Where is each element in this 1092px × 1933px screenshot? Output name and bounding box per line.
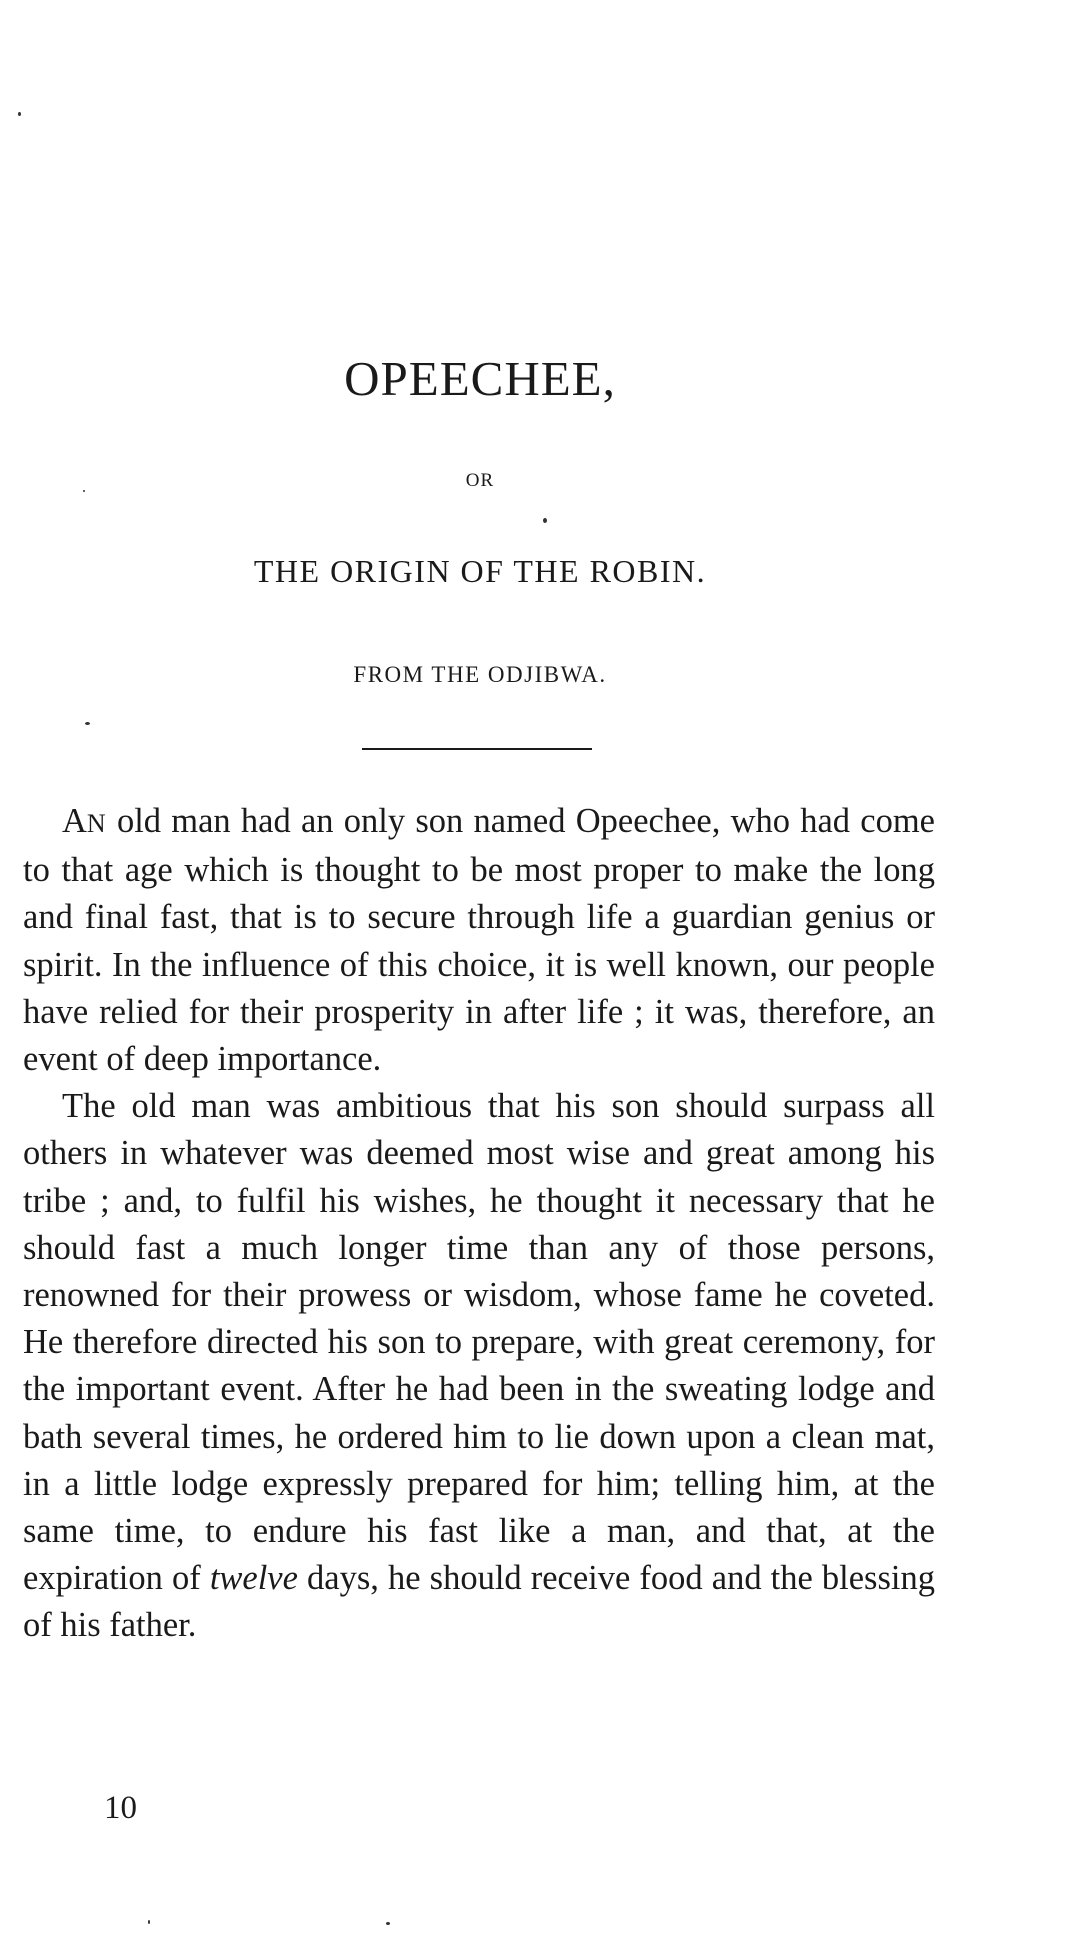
paragraph bbox=[23, 1083, 935, 1649]
paragraph-text: days, he should receive food and the blessing of his father. bbox=[23, 1559, 935, 1645]
small-caps-letter: N bbox=[86, 809, 107, 838]
section-divider bbox=[362, 748, 592, 750]
source-attribution: FROM THE ODJIBWA. bbox=[353, 662, 607, 687]
page-number: 10 bbox=[104, 1790, 137, 1826]
chapter-title: OPEECHEE, bbox=[344, 351, 616, 406]
drop-letter: A bbox=[62, 802, 87, 840]
story-text bbox=[23, 798, 935, 1650]
scan-speck bbox=[386, 1922, 390, 1925]
scan-speck bbox=[85, 722, 90, 725]
scan-speck bbox=[148, 1920, 150, 1924]
chapter-subtitle: THE ORIGIN OF THE ROBIN. bbox=[253, 553, 707, 589]
scan-speck bbox=[543, 518, 547, 523]
scan-speck bbox=[18, 112, 21, 116]
paragraph-text: old man had an only son named Opeechee, who had come to that age which is thought to be most proper to make the long and final fast, that is to secure through life a guardian genius or spirit. In the influence of this choice, it is well known, our people have relied for their prosperity in after life ; it was, therefore, an event of deep importance. bbox=[23, 802, 935, 1079]
title-connector: OR bbox=[465, 470, 495, 491]
paragraph-text: The old man was ambitious that his son should surpass all others in whatever was deemed most wise and great among his tribe ; and, to fulfil his wishes, he thought it necessary that he should fast a much longer time than any of those persons, renowned for their prowess or wisdom, whose fame he coveted. He therefore directed his son to prepare, with great ceremony, for the important event. After he had been in the sweating lodge and bath several times, he ordered him to lie down upon a clean mat, in a little lodge expressly prepared for him; telling him, at the same time, to endure his fast like a man, and that, at the expiration of bbox=[23, 1087, 935, 1598]
emphasized-word: twelve bbox=[209, 1559, 298, 1598]
paragraph bbox=[23, 798, 935, 1083]
